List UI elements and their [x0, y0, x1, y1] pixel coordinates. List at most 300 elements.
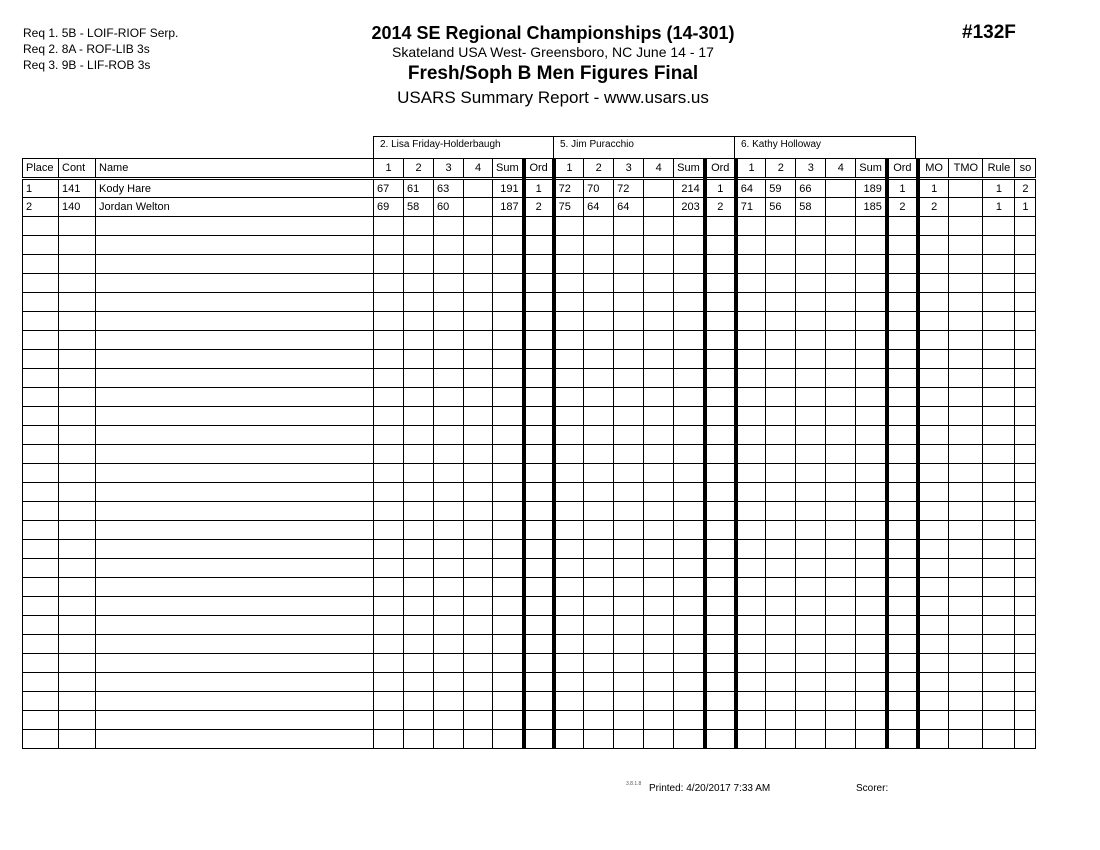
empty-cell	[983, 350, 1015, 369]
empty-cell	[705, 388, 736, 407]
score-cell: 58	[796, 198, 826, 217]
empty-cell	[404, 350, 434, 369]
empty-cell	[674, 464, 705, 483]
empty-cell	[796, 407, 826, 426]
empty-cell	[23, 597, 59, 616]
empty-cell	[464, 673, 493, 692]
empty-cell	[59, 578, 96, 597]
empty-cell	[887, 407, 918, 426]
empty-cell	[766, 616, 796, 635]
empty-cell	[705, 293, 736, 312]
empty-cell	[374, 578, 404, 597]
empty-cell	[949, 673, 983, 692]
empty-cell	[826, 578, 856, 597]
empty-cell	[96, 369, 374, 388]
empty-cell	[1015, 654, 1036, 673]
empty-cell	[1015, 312, 1036, 331]
empty-cell	[434, 635, 464, 654]
empty-cell	[918, 217, 949, 236]
empty-cell	[59, 673, 96, 692]
empty-cell	[434, 692, 464, 711]
empty-cell	[983, 236, 1015, 255]
empty-cell	[374, 616, 404, 635]
empty-cell	[23, 350, 59, 369]
empty-cell	[644, 502, 674, 521]
empty-cell	[918, 369, 949, 388]
empty-cell	[705, 673, 736, 692]
empty-cell	[524, 426, 554, 445]
empty-cell	[59, 369, 96, 388]
score-cell: 72	[614, 179, 644, 198]
empty-cell	[918, 350, 949, 369]
empty-cell	[584, 464, 614, 483]
empty-cell	[949, 236, 983, 255]
empty-cell	[614, 483, 644, 502]
empty-cell	[524, 654, 554, 673]
empty-cell	[524, 540, 554, 559]
empty-cell	[584, 350, 614, 369]
empty-cell	[983, 274, 1015, 293]
empty-cell	[434, 312, 464, 331]
empty-table-row	[23, 217, 1036, 236]
empty-cell	[887, 236, 918, 255]
empty-table-row	[23, 673, 1036, 692]
empty-cell	[796, 331, 826, 350]
empty-cell	[796, 312, 826, 331]
empty-cell	[584, 312, 614, 331]
empty-cell	[674, 445, 705, 464]
empty-cell	[1015, 597, 1036, 616]
empty-cell	[856, 692, 887, 711]
requirements-list	[23, 25, 178, 73]
empty-cell	[856, 293, 887, 312]
empty-cell	[705, 654, 736, 673]
empty-cell	[674, 559, 705, 578]
empty-cell	[374, 502, 404, 521]
empty-cell	[826, 597, 856, 616]
empty-cell	[96, 274, 374, 293]
empty-cell	[434, 293, 464, 312]
printed-timestamp: Printed: 4/20/2017 7:33 AM	[649, 783, 771, 794]
empty-cell	[493, 692, 524, 711]
empty-cell	[1015, 407, 1036, 426]
empty-cell	[826, 673, 856, 692]
empty-cell	[949, 464, 983, 483]
empty-cell	[644, 730, 674, 749]
empty-cell	[736, 426, 766, 445]
col-j2-s1: 1	[554, 159, 584, 179]
empty-cell	[404, 711, 434, 730]
empty-cell	[826, 274, 856, 293]
empty-cell	[584, 445, 614, 464]
empty-cell	[983, 597, 1015, 616]
empty-cell	[766, 236, 796, 255]
empty-cell	[614, 597, 644, 616]
empty-cell	[493, 635, 524, 654]
col-tmo: TMO	[949, 159, 983, 179]
empty-cell	[1015, 369, 1036, 388]
empty-cell	[493, 540, 524, 559]
empty-cell	[674, 350, 705, 369]
empty-cell	[796, 217, 826, 236]
empty-cell	[1015, 692, 1036, 711]
empty-cell	[766, 483, 796, 502]
empty-cell	[404, 654, 434, 673]
place-cell: 2	[23, 198, 59, 217]
empty-cell	[374, 217, 404, 236]
score-cell: 72	[554, 179, 584, 198]
empty-cell	[614, 255, 644, 274]
empty-cell	[23, 312, 59, 331]
empty-cell	[983, 540, 1015, 559]
empty-cell	[524, 464, 554, 483]
empty-cell	[23, 635, 59, 654]
empty-cell	[464, 407, 493, 426]
empty-cell	[674, 388, 705, 407]
empty-cell	[96, 217, 374, 236]
empty-cell	[404, 407, 434, 426]
empty-cell	[856, 521, 887, 540]
empty-cell	[434, 274, 464, 293]
empty-cell	[614, 673, 644, 692]
empty-cell	[918, 293, 949, 312]
empty-cell	[887, 217, 918, 236]
col-j3-ord: Ord	[887, 159, 918, 179]
empty-cell	[766, 274, 796, 293]
empty-cell	[856, 445, 887, 464]
col-so: so	[1015, 159, 1036, 179]
venue-line: Skateland USA West- Greensboro, NC June 14 - 17	[392, 44, 714, 60]
empty-cell	[59, 711, 96, 730]
empty-cell	[59, 312, 96, 331]
empty-cell	[404, 578, 434, 597]
empty-cell	[918, 673, 949, 692]
empty-cell	[493, 407, 524, 426]
empty-cell	[887, 711, 918, 730]
col-j3-s3: 3	[796, 159, 826, 179]
empty-cell	[644, 312, 674, 331]
empty-cell	[736, 578, 766, 597]
empty-cell	[705, 236, 736, 255]
empty-cell	[524, 711, 554, 730]
ord-cell: 2	[524, 198, 554, 217]
empty-cell	[736, 217, 766, 236]
empty-cell	[404, 521, 434, 540]
empty-cell	[766, 369, 796, 388]
empty-cell	[374, 692, 404, 711]
empty-cell	[374, 559, 404, 578]
sum-cell: 203	[674, 198, 705, 217]
empty-cell	[644, 331, 674, 350]
empty-cell	[887, 331, 918, 350]
empty-cell	[705, 274, 736, 293]
empty-cell	[584, 673, 614, 692]
empty-cell	[23, 654, 59, 673]
empty-cell	[96, 521, 374, 540]
score-cell: 58	[404, 198, 434, 217]
empty-cell	[524, 730, 554, 749]
empty-cell	[736, 388, 766, 407]
empty-cell	[524, 407, 554, 426]
empty-cell	[374, 426, 404, 445]
score-cell: 63	[434, 179, 464, 198]
empty-cell	[983, 369, 1015, 388]
empty-cell	[493, 616, 524, 635]
empty-cell	[826, 445, 856, 464]
empty-cell	[644, 217, 674, 236]
empty-cell	[887, 578, 918, 597]
empty-cell	[96, 692, 374, 711]
empty-cell	[644, 445, 674, 464]
empty-cell	[374, 236, 404, 255]
empty-cell	[856, 559, 887, 578]
empty-cell	[524, 502, 554, 521]
empty-cell	[614, 350, 644, 369]
empty-cell	[554, 331, 584, 350]
empty-cell	[434, 578, 464, 597]
empty-cell	[1015, 217, 1036, 236]
empty-cell	[584, 502, 614, 521]
empty-cell	[23, 331, 59, 350]
empty-cell	[96, 616, 374, 635]
empty-cell	[887, 730, 918, 749]
empty-cell	[887, 597, 918, 616]
empty-cell	[464, 255, 493, 274]
empty-cell	[644, 540, 674, 559]
empty-cell	[96, 388, 374, 407]
empty-cell	[918, 654, 949, 673]
empty-cell	[766, 730, 796, 749]
empty-cell	[23, 388, 59, 407]
empty-cell	[826, 502, 856, 521]
header-row	[23, 159, 1036, 179]
empty-cell	[1015, 711, 1036, 730]
empty-cell	[554, 255, 584, 274]
empty-cell	[59, 730, 96, 749]
empty-cell	[96, 426, 374, 445]
empty-cell	[23, 464, 59, 483]
empty-cell	[796, 426, 826, 445]
empty-cell	[434, 540, 464, 559]
empty-table-row	[23, 350, 1036, 369]
empty-cell	[766, 540, 796, 559]
empty-cell	[983, 654, 1015, 673]
score-cell: 71	[736, 198, 766, 217]
empty-cell	[554, 369, 584, 388]
empty-cell	[736, 730, 766, 749]
empty-cell	[584, 540, 614, 559]
empty-cell	[644, 616, 674, 635]
empty-cell	[705, 559, 736, 578]
empty-cell	[674, 540, 705, 559]
empty-cell	[434, 559, 464, 578]
empty-cell	[856, 502, 887, 521]
empty-cell	[674, 293, 705, 312]
empty-cell	[493, 502, 524, 521]
empty-cell	[614, 578, 644, 597]
empty-cell	[887, 369, 918, 388]
empty-cell	[674, 255, 705, 274]
empty-cell	[96, 635, 374, 654]
empty-cell	[59, 255, 96, 274]
col-j2-sum: Sum	[674, 159, 705, 179]
empty-cell	[983, 255, 1015, 274]
empty-cell	[493, 236, 524, 255]
so-cell: 1	[1015, 198, 1036, 217]
empty-cell	[374, 540, 404, 559]
empty-cell	[1015, 426, 1036, 445]
empty-cell	[434, 483, 464, 502]
empty-cell	[983, 692, 1015, 711]
empty-cell	[887, 350, 918, 369]
empty-cell	[705, 445, 736, 464]
empty-table-row	[23, 711, 1036, 730]
competition-title: 2014 SE Regional Championships (14-301)	[371, 23, 735, 43]
empty-cell	[434, 502, 464, 521]
empty-cell	[554, 388, 584, 407]
empty-cell	[644, 388, 674, 407]
empty-cell	[524, 236, 554, 255]
empty-cell	[374, 673, 404, 692]
col-name: Name	[96, 159, 374, 179]
empty-cell	[674, 692, 705, 711]
empty-cell	[826, 654, 856, 673]
empty-cell	[96, 312, 374, 331]
empty-cell	[59, 388, 96, 407]
empty-cell	[23, 369, 59, 388]
empty-cell	[736, 711, 766, 730]
empty-cell	[918, 426, 949, 445]
empty-cell	[949, 540, 983, 559]
empty-cell	[887, 464, 918, 483]
empty-cell	[983, 426, 1015, 445]
empty-cell	[493, 730, 524, 749]
score-cell: 56	[766, 198, 796, 217]
empty-cell	[96, 597, 374, 616]
empty-cell	[554, 464, 584, 483]
score-cell: 61	[404, 179, 434, 198]
empty-cell	[736, 369, 766, 388]
empty-cell	[59, 293, 96, 312]
empty-cell	[59, 464, 96, 483]
empty-cell	[524, 312, 554, 331]
empty-cell	[736, 350, 766, 369]
empty-cell	[554, 274, 584, 293]
requirement-1: Req 1. 5B - LOIF-RIOF Serp.	[23, 26, 179, 40]
empty-cell	[983, 217, 1015, 236]
empty-cell	[766, 521, 796, 540]
empty-cell	[1015, 331, 1036, 350]
empty-cell	[918, 312, 949, 331]
empty-cell	[374, 274, 404, 293]
empty-cell	[766, 331, 796, 350]
empty-cell	[949, 255, 983, 274]
empty-cell	[796, 255, 826, 274]
empty-table-row	[23, 616, 1036, 635]
empty-cell	[404, 730, 434, 749]
scoring-table	[22, 158, 1036, 749]
empty-cell	[887, 692, 918, 711]
empty-cell	[983, 711, 1015, 730]
empty-table-row	[23, 730, 1036, 749]
empty-cell	[1015, 255, 1036, 274]
empty-cell	[796, 350, 826, 369]
empty-table-row	[23, 369, 1036, 388]
empty-cell	[983, 673, 1015, 692]
empty-cell	[404, 502, 434, 521]
empty-cell	[1015, 540, 1036, 559]
empty-cell	[674, 274, 705, 293]
empty-cell	[434, 730, 464, 749]
empty-cell	[736, 255, 766, 274]
empty-cell	[493, 673, 524, 692]
empty-cell	[524, 597, 554, 616]
empty-cell	[374, 597, 404, 616]
empty-cell	[949, 616, 983, 635]
score-cell	[644, 198, 674, 217]
empty-cell	[23, 559, 59, 578]
empty-cell	[918, 255, 949, 274]
empty-cell	[674, 217, 705, 236]
empty-cell	[23, 616, 59, 635]
empty-cell	[796, 711, 826, 730]
empty-cell	[705, 331, 736, 350]
empty-cell	[766, 293, 796, 312]
table-row	[23, 179, 1036, 198]
empty-cell	[1015, 236, 1036, 255]
empty-cell	[59, 217, 96, 236]
empty-cell	[614, 635, 644, 654]
empty-cell	[1015, 445, 1036, 464]
empty-cell	[826, 350, 856, 369]
empty-cell	[23, 730, 59, 749]
empty-cell	[464, 350, 493, 369]
empty-cell	[983, 559, 1015, 578]
so-cell: 2	[1015, 179, 1036, 198]
empty-cell	[856, 255, 887, 274]
empty-cell	[796, 483, 826, 502]
empty-cell	[644, 255, 674, 274]
col-j1-s3: 3	[434, 159, 464, 179]
empty-cell	[404, 616, 434, 635]
empty-cell	[674, 331, 705, 350]
sum-cell: 191	[493, 179, 524, 198]
score-cell: 75	[554, 198, 584, 217]
empty-cell	[644, 597, 674, 616]
empty-cell	[949, 692, 983, 711]
empty-cell	[983, 293, 1015, 312]
empty-cell	[554, 616, 584, 635]
empty-cell	[766, 559, 796, 578]
empty-cell	[584, 559, 614, 578]
empty-cell	[96, 540, 374, 559]
empty-cell	[674, 597, 705, 616]
empty-cell	[796, 388, 826, 407]
empty-cell	[584, 369, 614, 388]
empty-cell	[524, 293, 554, 312]
empty-cell	[584, 255, 614, 274]
empty-cell	[554, 483, 584, 502]
empty-cell	[796, 616, 826, 635]
empty-cell	[524, 388, 554, 407]
sum-cell: 185	[856, 198, 887, 217]
empty-cell	[705, 464, 736, 483]
empty-cell	[584, 730, 614, 749]
empty-cell	[1015, 293, 1036, 312]
empty-cell	[1015, 559, 1036, 578]
empty-cell	[887, 293, 918, 312]
empty-cell	[826, 616, 856, 635]
